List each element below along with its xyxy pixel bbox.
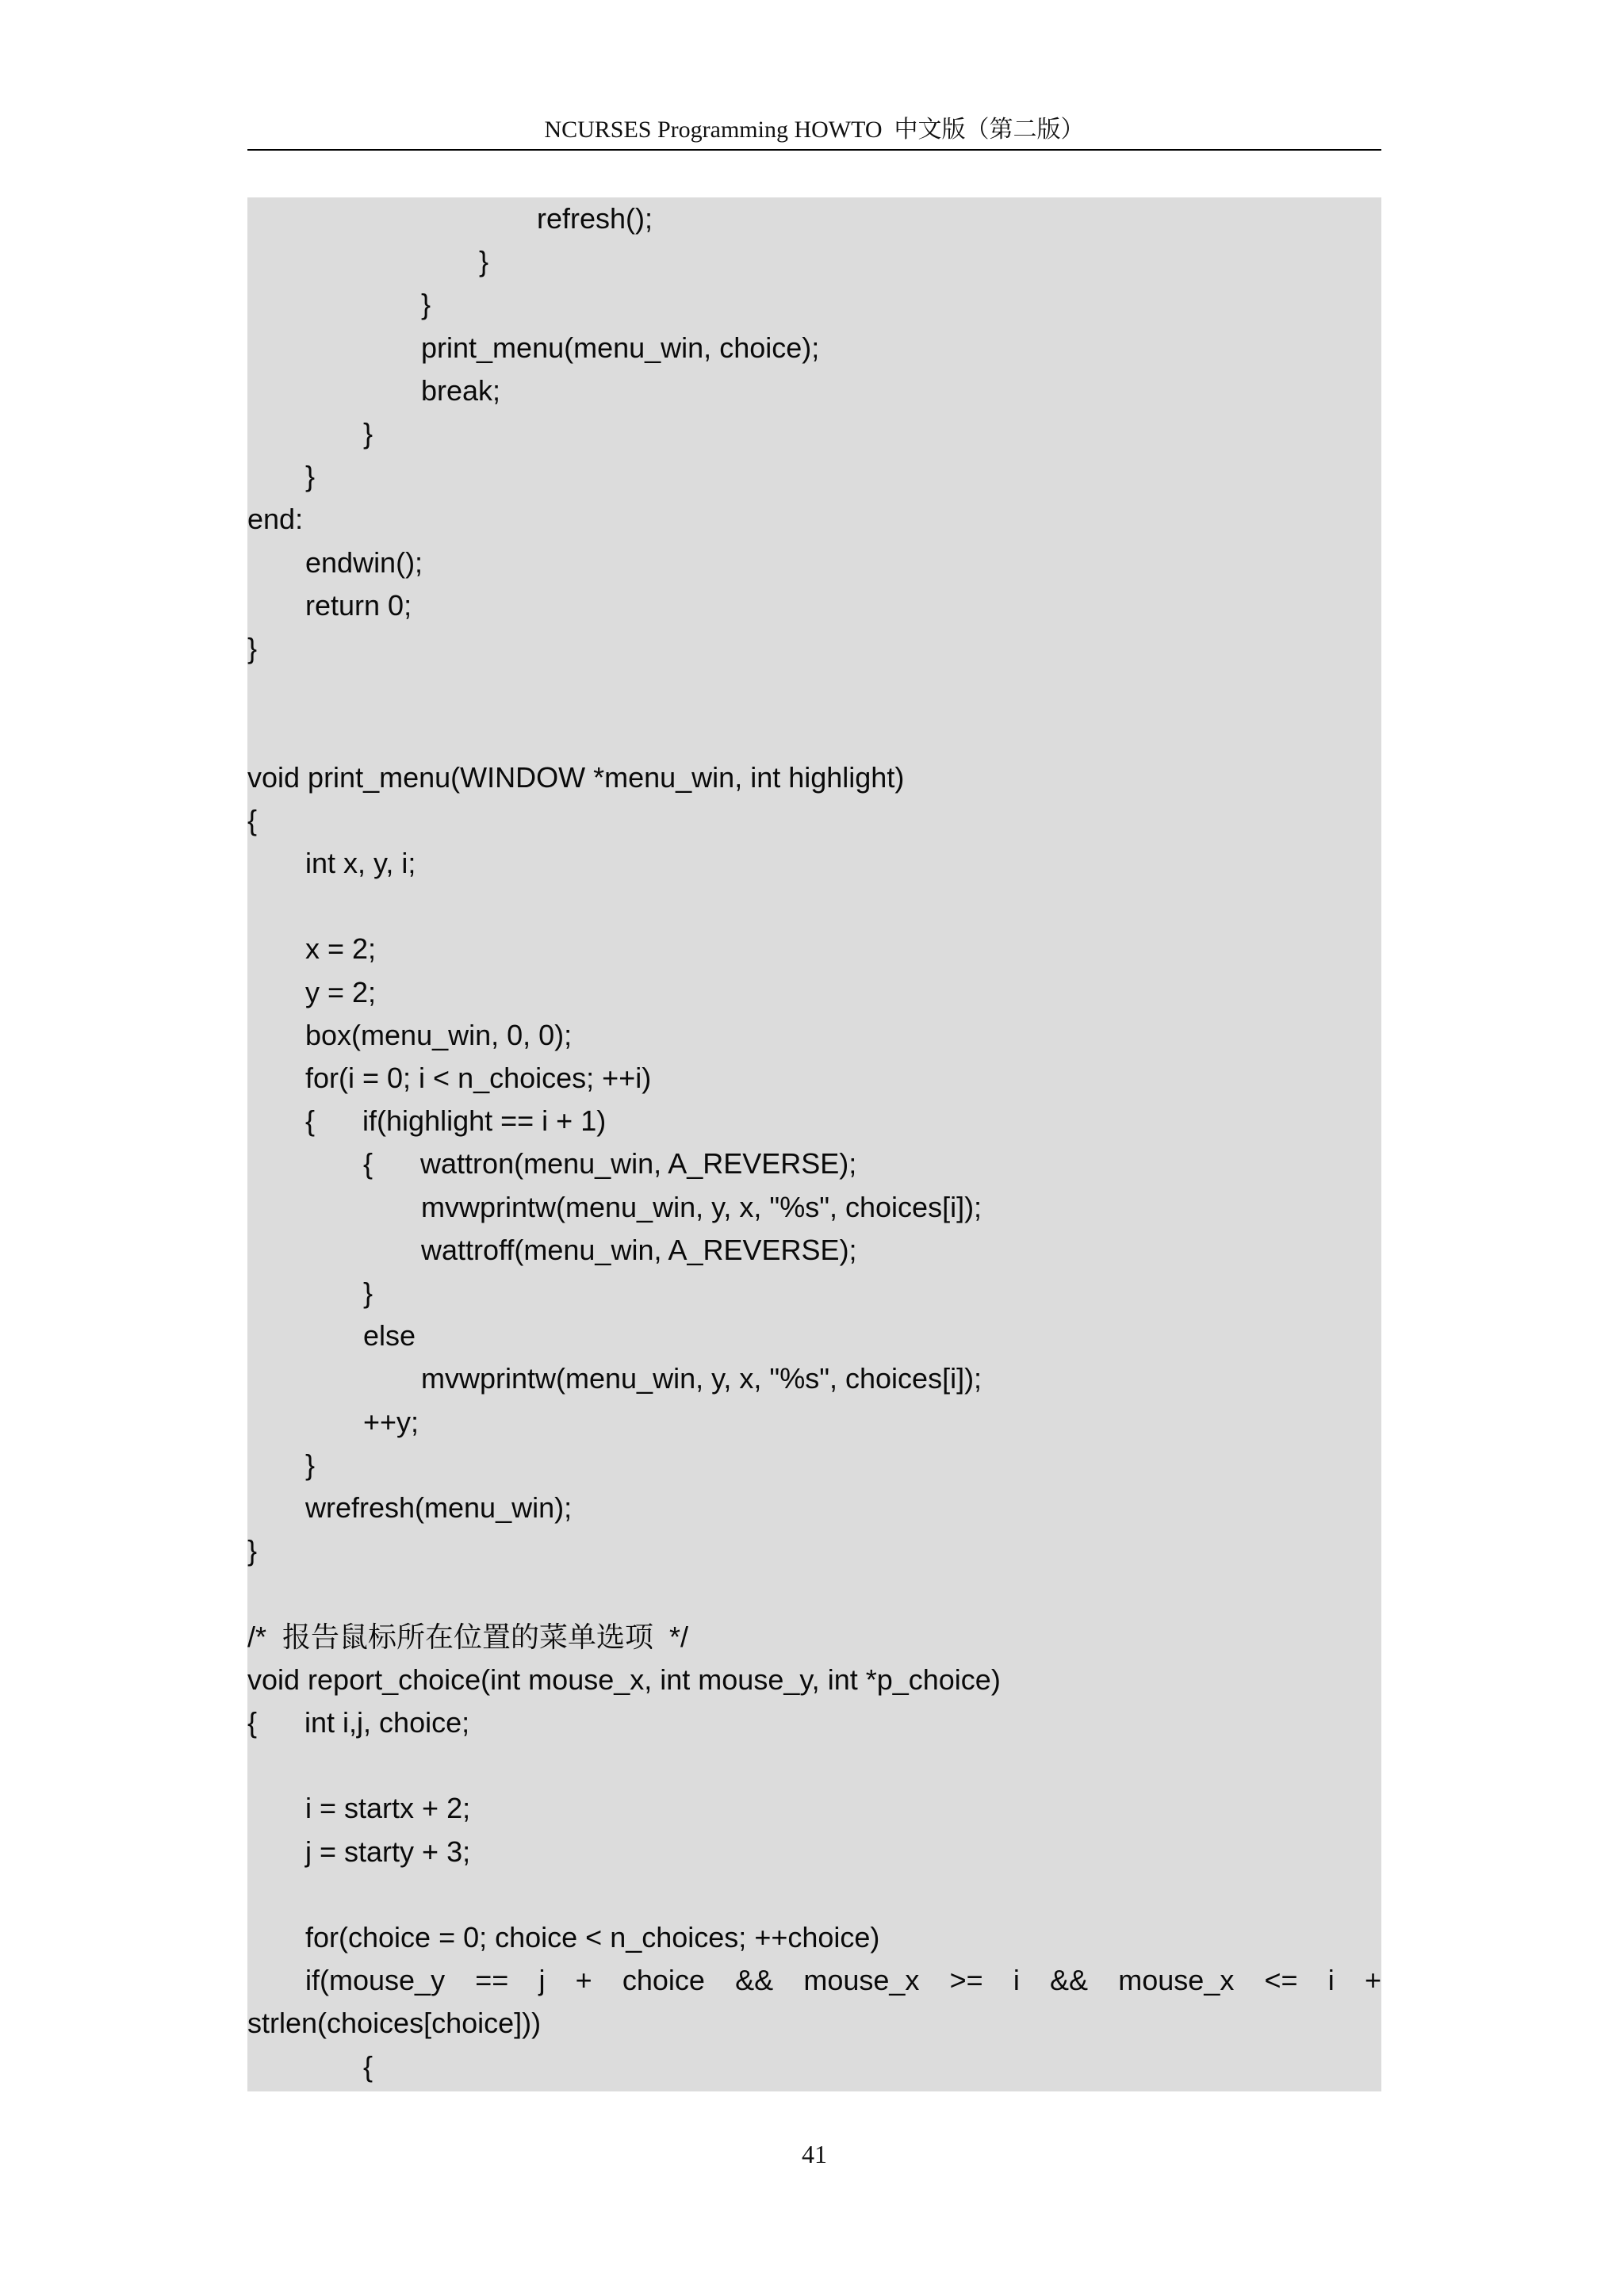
code-line: else bbox=[363, 1319, 416, 1353]
code-line: } bbox=[305, 460, 316, 493]
code-line: refresh(); bbox=[537, 202, 653, 235]
code-line: { bbox=[247, 803, 258, 836]
code-line: strlen(choices[choice])) bbox=[247, 2007, 542, 2040]
code-line: break; bbox=[421, 373, 501, 407]
code-token: i bbox=[1327, 1964, 1335, 1997]
running-header: NCURSES Programming HOWTO 中文版（第二版） bbox=[544, 117, 1085, 143]
code-token: && bbox=[1050, 1964, 1089, 1997]
header-rule bbox=[247, 149, 1381, 151]
code-line: { if(highlight == i + 1) bbox=[305, 1104, 607, 1138]
code-line: { bbox=[363, 2049, 373, 2083]
code-token: <= bbox=[1264, 1964, 1298, 1997]
code-token: j bbox=[538, 1964, 546, 1997]
code-line: void report_choice(int mouse_x, int mouse_y, int *p_choice) bbox=[247, 1663, 1001, 1696]
code-line: for(choice = 0; choice < n_choices; ++choice) bbox=[305, 1921, 880, 1954]
code-line: endwin(); bbox=[305, 545, 423, 579]
code-line bbox=[305, 1959, 1381, 2002]
code-line: end: bbox=[247, 503, 304, 536]
code-line: i = startx + 2; bbox=[305, 1792, 471, 1825]
code-line: wattroff(menu_win, A_REVERSE); bbox=[421, 1233, 857, 1266]
page-number: 41 bbox=[802, 2140, 827, 2168]
code-line: { int i,j, choice; bbox=[247, 1706, 470, 1739]
code-line: x = 2; bbox=[305, 932, 377, 966]
code-line: void print_menu(WINDOW *menu_win, int highlight) bbox=[247, 760, 905, 794]
code-line: return 0; bbox=[305, 588, 412, 622]
code-token: && bbox=[735, 1964, 774, 1997]
code-line: } bbox=[247, 1534, 258, 1567]
code-line: box(menu_win, 0, 0); bbox=[305, 1018, 573, 1051]
code-line: } bbox=[421, 288, 431, 321]
code-line: { wattron(menu_win, A_REVERSE); bbox=[363, 1147, 857, 1181]
code-line: mvwprintw(menu_win, y, x, "%s", choices[i]); bbox=[421, 1362, 982, 1395]
code-line: } bbox=[363, 1276, 373, 1309]
code-token: i bbox=[1013, 1964, 1020, 1997]
code-token: mouse_x bbox=[1118, 1964, 1235, 1997]
code-line: } bbox=[247, 632, 258, 664]
code-line: y = 2; bbox=[305, 975, 377, 1008]
code-token: >= bbox=[949, 1964, 983, 1997]
code-line: for(i = 0; i < n_choices; ++i) bbox=[305, 1062, 652, 1094]
code-line: j = starty + 3; bbox=[305, 1835, 471, 1868]
code-line: ++y; bbox=[363, 1405, 419, 1438]
code-token: choice bbox=[622, 1964, 705, 1997]
code-line: /* 报告鼠标所在位置的菜单选项 */ bbox=[247, 1620, 689, 1653]
code-line: mvwprintw(menu_win, y, x, "%s", choices[i]); bbox=[421, 1190, 982, 1223]
code-token: if(mouse_y bbox=[305, 1964, 446, 1997]
code-token: + bbox=[1364, 1964, 1381, 1997]
code-line: } bbox=[479, 245, 489, 278]
code-line: } bbox=[305, 1448, 316, 1481]
code-line: wrefresh(menu_win); bbox=[305, 1491, 573, 1524]
code-token: + bbox=[575, 1964, 592, 1997]
code-token: mouse_x bbox=[803, 1964, 920, 1997]
code-line: print_menu(menu_win, choice); bbox=[421, 331, 820, 364]
code-token: == bbox=[475, 1964, 509, 1997]
code-line: } bbox=[363, 417, 373, 450]
code-line: int x, y, i; bbox=[305, 847, 416, 879]
